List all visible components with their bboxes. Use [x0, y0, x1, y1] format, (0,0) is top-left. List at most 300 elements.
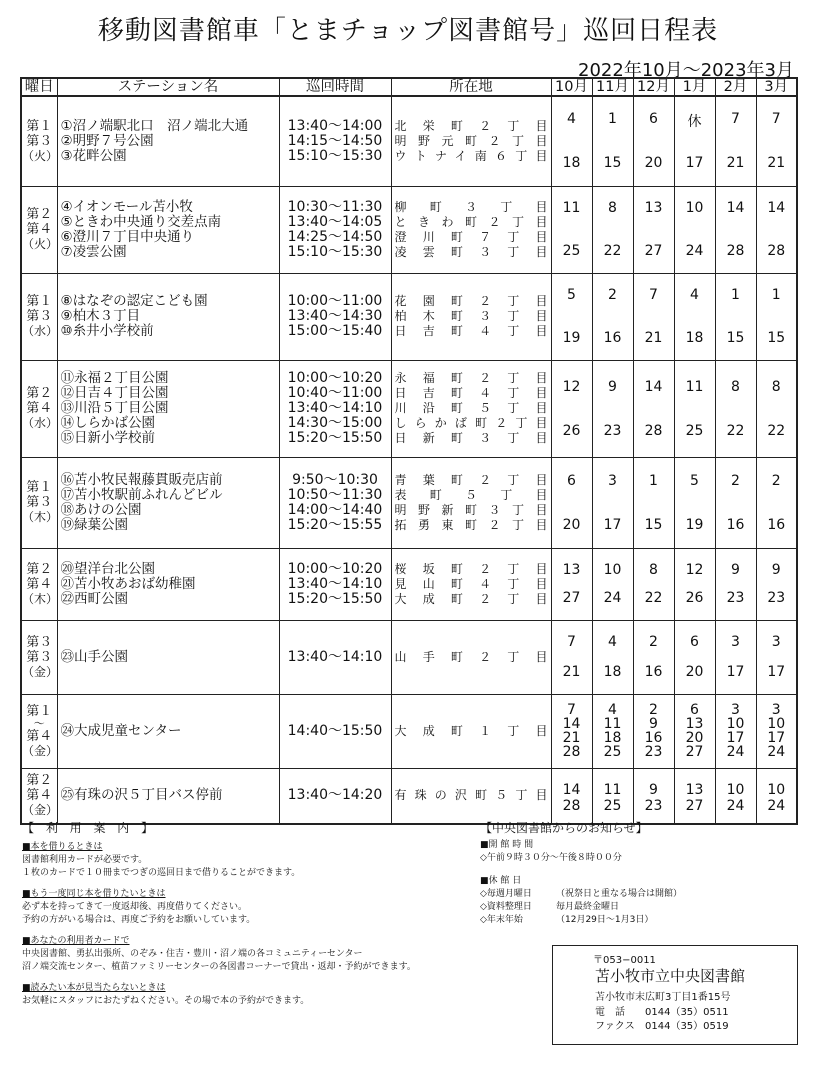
- visit-date: 24: [603, 590, 622, 606]
- schedule-period: 2022年10月～2023年3月: [578, 60, 794, 81]
- station-name: ④イオンモール苫小牧: [60, 198, 193, 215]
- visit-time: 10:00～10:20: [287, 560, 383, 577]
- visit-date: 27: [685, 797, 704, 814]
- visit-date: 17: [767, 664, 786, 680]
- date-cell: [756, 694, 797, 768]
- station-address: 見山町４丁目: [394, 576, 548, 591]
- day-cell: [21, 694, 57, 768]
- visit-date: 19: [562, 330, 581, 346]
- time-cell: [279, 548, 391, 620]
- visit-date: 7: [567, 634, 576, 650]
- visit-date: 5: [690, 472, 699, 489]
- station-name: ⑳望洋台北公園: [60, 560, 155, 577]
- date-cell: [633, 360, 674, 457]
- usage-section-title: ■もう一度同じ本を借りたいときは: [22, 889, 166, 899]
- date-cell: [674, 186, 715, 273]
- date-cell: [551, 620, 592, 694]
- date-cell: [592, 457, 633, 548]
- date-cell: [633, 620, 674, 694]
- visit-date: 20: [644, 155, 663, 172]
- date-cell: [715, 768, 756, 824]
- visit-date: 6: [690, 702, 699, 718]
- date-cell: [715, 620, 756, 694]
- date-cell: [756, 768, 797, 824]
- visit-date: 27: [685, 744, 704, 760]
- station-address: ときわ町２丁目: [394, 214, 548, 229]
- visit-date: 1: [771, 287, 781, 303]
- visit-date: 5: [567, 287, 576, 303]
- schedule-row: [21, 96, 797, 186]
- station-cell: [57, 360, 279, 457]
- visit-date: 7: [649, 287, 658, 303]
- schedule-row: [21, 457, 797, 548]
- date-cell: [756, 96, 797, 186]
- date-cell: [551, 548, 592, 620]
- usage-line: お気軽にスタッフにおたずねください。その場で本の予約ができます。: [22, 996, 310, 1006]
- schedule-row: [21, 694, 797, 768]
- visit-date: 3: [771, 702, 781, 718]
- visit-time: 10:50～11:30: [287, 486, 383, 503]
- station-address: 大成町１丁目: [394, 723, 548, 738]
- station-cell: [57, 273, 279, 360]
- visit-date: 4: [608, 634, 617, 650]
- date-cell: [633, 457, 674, 548]
- visit-time: 15:00～15:40: [287, 323, 383, 339]
- header-month: 2月: [715, 78, 756, 96]
- date-cell: [592, 96, 633, 186]
- usage-line: １枚のカードで１０冊までつぎの巡回日まで借りることができます。: [22, 868, 301, 878]
- header-month: 10月: [551, 78, 592, 96]
- visit-date: 12: [685, 562, 704, 578]
- station-cell: [57, 457, 279, 548]
- visit-date: 17: [726, 664, 745, 680]
- visit-date: 10: [767, 716, 786, 732]
- station-address: 青葉町２丁目: [394, 472, 548, 487]
- visit-time: 14:30～15:00: [287, 415, 383, 431]
- visit-date: 28: [562, 744, 581, 760]
- day-cell: [21, 96, 57, 186]
- station-cell: [57, 186, 279, 273]
- visit-date: 17: [767, 730, 786, 746]
- station-name: ㉒西町公園: [60, 590, 128, 607]
- visit-date: 14: [726, 200, 745, 216]
- visit-time: 15:20～15:50: [287, 590, 383, 607]
- date-cell: [756, 186, 797, 273]
- station-cell: [57, 96, 279, 186]
- date-cell: [756, 360, 797, 457]
- visit-date: 6: [567, 472, 576, 489]
- closed-row: [480, 901, 800, 914]
- station-address: 花園町２丁目: [394, 294, 548, 308]
- day-part: 第３: [26, 495, 53, 510]
- visit-date: 15: [767, 330, 786, 346]
- date-cell: [592, 768, 633, 824]
- station-address: 大成町２丁目: [394, 591, 548, 606]
- station-address: 桜坂町２丁目: [394, 561, 548, 576]
- visit-date: 21: [767, 155, 786, 172]
- station-name: ⑤ときわ中央通り交差点南: [60, 213, 222, 230]
- visit-date: 18: [603, 664, 622, 680]
- station-address: 日新町３丁目: [394, 431, 548, 445]
- visit-date: 11: [685, 378, 704, 395]
- visit-date: 8: [649, 562, 658, 578]
- visit-date: 14: [644, 378, 663, 395]
- visit-date: 21: [726, 155, 745, 172]
- visit-date: 24: [726, 744, 745, 760]
- date-cell: [633, 694, 674, 768]
- usage-section-title: ■あなたの利用者カードで: [22, 936, 130, 946]
- station-address: ウトナイ南６丁目: [394, 148, 548, 163]
- time-cell: [279, 360, 391, 457]
- visit-date: 28: [767, 243, 786, 259]
- station-address: 日吉町４丁目: [394, 324, 548, 338]
- visit-time: 13:40～14:10: [287, 575, 383, 592]
- date-cell: [551, 96, 592, 186]
- day-part: 第２: [26, 207, 53, 222]
- visit-time: 10:40～11:00: [287, 385, 383, 401]
- date-cell: [674, 273, 715, 360]
- station-name: ㉕有珠の沢５丁目バス停前: [60, 787, 223, 804]
- visit-time: 13:40～14:05: [287, 213, 383, 230]
- phone-line: [595, 1006, 729, 1019]
- visit-date: 10: [726, 781, 745, 798]
- time-cell: [279, 186, 391, 273]
- station-name: ⑧はなぞの認定こども園: [60, 293, 208, 309]
- station-address: 拓勇東町２丁目: [394, 517, 548, 532]
- visit-date: 24: [767, 797, 786, 814]
- date-cell: [592, 694, 633, 768]
- date-cell: [674, 768, 715, 824]
- header-month: 11月: [592, 78, 633, 96]
- day-cell: [21, 620, 57, 694]
- date-cell: [633, 768, 674, 824]
- day-part: 第４: [26, 576, 53, 592]
- date-cell: [633, 186, 674, 273]
- visit-date: 23: [644, 797, 663, 814]
- library-notice: [480, 822, 800, 927]
- visit-date: 21: [644, 330, 663, 346]
- station-name: ⑪永福２丁目公園: [60, 370, 169, 386]
- visit-time: 10:00～11:00: [287, 293, 383, 309]
- visit-date: 2: [771, 472, 781, 489]
- visit-date: 6: [690, 634, 699, 650]
- usage-section: [22, 935, 472, 974]
- day-part: （火）: [22, 237, 59, 251]
- visit-date: 1: [649, 472, 658, 489]
- visit-time: 13:40～14:20: [287, 787, 383, 804]
- visit-date: 9: [731, 562, 740, 578]
- visit-date: 6: [649, 111, 658, 128]
- visit-date: 10: [685, 200, 704, 216]
- visit-time: 14:25～14:50: [287, 228, 383, 245]
- visit-date: 23: [726, 590, 745, 606]
- station-name: ③花畔公園: [60, 147, 127, 164]
- fax-line: [595, 1020, 729, 1033]
- visit-date: 18: [685, 330, 704, 346]
- header-address: 所在地: [391, 78, 551, 96]
- visit-date: 25: [685, 422, 704, 439]
- visit-date: 10: [726, 716, 745, 732]
- date-cell: [633, 96, 674, 186]
- visit-date: 15: [603, 155, 622, 172]
- visit-time: 15:20～15:55: [287, 516, 383, 533]
- visit-date: 2: [731, 472, 740, 489]
- time-cell: [279, 694, 391, 768]
- station-address: 日吉町４丁目: [394, 386, 548, 400]
- header-month: 12月: [633, 78, 674, 96]
- day-part: 第３: [26, 634, 53, 650]
- address-cell: [391, 548, 551, 620]
- day-part: （金）: [22, 803, 59, 818]
- address-cell: [391, 694, 551, 768]
- usage-line: 中央図書館、勇払出張所、のぞみ・住吉・豊川・沼ノ端の各コミュニティーセンター: [22, 949, 363, 959]
- header-station: ステーション名: [57, 78, 279, 96]
- schedule-table: [20, 77, 798, 825]
- visit-time: 15:20～15:50: [287, 430, 383, 446]
- usage-guide: [22, 822, 472, 1008]
- visit-date: 18: [603, 730, 622, 746]
- visit-date: 26: [685, 590, 704, 606]
- visit-date: 8: [771, 378, 781, 395]
- visit-date: 16: [767, 516, 786, 533]
- station-cell: [57, 620, 279, 694]
- schedule-row: [21, 273, 797, 360]
- visit-time: 10:00～10:20: [287, 370, 383, 386]
- date-cell: [715, 548, 756, 620]
- address-cell: [391, 620, 551, 694]
- visit-date: 15: [726, 330, 745, 346]
- visit-date: 22: [726, 422, 745, 439]
- closed-row: [480, 914, 800, 927]
- schedule-row: [21, 186, 797, 273]
- usage-section: [22, 888, 472, 927]
- date-cell: [551, 360, 592, 457]
- station-name: ⑨柏木３丁目: [60, 308, 141, 324]
- header-day: 曜日: [21, 78, 57, 96]
- table-header-row: [21, 78, 797, 96]
- station-address: 明野新町３丁目: [394, 502, 548, 517]
- closed-title: ■休 館 日: [480, 876, 522, 886]
- contact-box: [552, 945, 798, 1045]
- phone-label: 電 話: [595, 1007, 625, 1018]
- schedule-row: [21, 360, 797, 457]
- visit-date: 14: [562, 716, 581, 732]
- visit-date: 22: [603, 243, 622, 259]
- station-address: 凌雲町３丁目: [394, 244, 548, 259]
- station-name: ⑲緑葉公園: [60, 516, 128, 533]
- day-part: （火）: [22, 148, 59, 163]
- notice-heading: 【中央図書館からのお知らせ】: [480, 821, 648, 835]
- station-name: ㉑苫小牧あおば幼稚園: [60, 575, 196, 592]
- date-cell: [633, 548, 674, 620]
- date-cell: [674, 96, 715, 186]
- day-cell: [21, 273, 57, 360]
- closed-value: （12月29日～1月3日）: [556, 915, 654, 925]
- usage-line: 図書館利用カードが必要です。: [22, 855, 148, 865]
- day-part: 第４: [26, 401, 53, 416]
- visit-date: 11: [603, 781, 622, 798]
- station-name: ⑰苫小牧駅前ふれんどビル: [60, 486, 223, 503]
- date-cell: [592, 273, 633, 360]
- date-cell: [674, 620, 715, 694]
- visit-date: 22: [767, 422, 786, 439]
- station-address: 澄川町７丁目: [394, 229, 548, 244]
- visit-date: 3: [771, 634, 781, 650]
- hours-text: ◇午前９時３０分～午後８時００分: [480, 853, 622, 863]
- date-cell: [674, 548, 715, 620]
- visit-date: 16: [644, 730, 663, 746]
- visit-date: 休: [687, 114, 702, 131]
- library-address: 苫小牧市末広町3丁目1番15号: [595, 992, 731, 1003]
- visit-date: 24: [767, 744, 786, 760]
- address-cell: [391, 457, 551, 548]
- visit-date: 9: [649, 716, 658, 732]
- visit-date: 7: [567, 702, 576, 718]
- usage-line: 予約の方がいる場合は、再度ご予約をお願いしています。: [22, 915, 256, 925]
- header-month: 3月: [756, 78, 797, 96]
- day-cell: [21, 186, 57, 273]
- visit-date: 12: [562, 378, 581, 395]
- visit-date: 9: [649, 781, 658, 798]
- visit-time: 15:10～15:30: [287, 243, 383, 260]
- date-cell: [674, 457, 715, 548]
- visit-date: 10: [603, 562, 622, 578]
- visit-date: 3: [731, 702, 740, 718]
- day-part: （木）: [22, 510, 59, 524]
- hours-title: ■開 館 時 間: [480, 840, 534, 850]
- visit-date: 14: [767, 200, 786, 216]
- visit-date: 3: [608, 472, 617, 489]
- visit-date: 17: [726, 730, 745, 746]
- day-part: （水）: [22, 416, 59, 430]
- date-cell: [592, 548, 633, 620]
- day-part: （金）: [22, 743, 59, 758]
- date-cell: [715, 96, 756, 186]
- visit-date: 18: [562, 155, 581, 172]
- station-name: ⑩糸井小学校前: [60, 323, 154, 339]
- visit-date: 21: [562, 664, 581, 680]
- station-name: ⑥澄川７丁目中央通り: [60, 228, 195, 245]
- visit-date: 23: [603, 422, 622, 439]
- visit-date: 24: [685, 243, 704, 259]
- page-title: 移動図書館車「とまチョップ図書館号」巡回日程表: [97, 16, 719, 46]
- station-cell: [57, 548, 279, 620]
- date-cell: [715, 694, 756, 768]
- date-cell: [551, 694, 592, 768]
- station-name: ⑬川沿５丁目公園: [60, 400, 169, 416]
- station-name: ⑮日新小学校前: [60, 430, 155, 446]
- header-month: 1月: [674, 78, 715, 96]
- visit-date: 7: [771, 111, 781, 128]
- visit-date: 8: [608, 200, 617, 216]
- closed-label: ◇毎週月曜日: [480, 889, 532, 899]
- visit-date: 20: [562, 516, 581, 533]
- station-name: ㉔大成児童センター: [60, 722, 182, 739]
- date-cell: [715, 186, 756, 273]
- station-name: ⑦凌雲公園: [60, 243, 127, 260]
- visit-date: 1: [731, 287, 740, 303]
- visit-date: 20: [685, 664, 704, 680]
- visit-date: 13: [562, 562, 581, 578]
- postal-code: 〒053−0011: [593, 955, 656, 966]
- station-address: 北栄町２丁目: [394, 118, 548, 133]
- station-address: 明野元町２丁目: [394, 133, 548, 148]
- visit-date: 17: [603, 516, 622, 533]
- address-cell: [391, 360, 551, 457]
- visit-time: 13:40～14:10: [287, 400, 383, 416]
- usage-line: 沼ノ端交流センター、植苗ファミリーセンターの各図書コーナーで貸出・返却・予約ができます。: [22, 962, 416, 972]
- visit-date: 4: [567, 111, 576, 128]
- station-name: ②明野７号公園: [60, 132, 154, 149]
- date-cell: [551, 457, 592, 548]
- visit-date: 23: [644, 744, 663, 760]
- visit-date: 22: [644, 590, 663, 606]
- visit-date: 13: [685, 781, 704, 798]
- day-part: 第３: [26, 309, 53, 324]
- visit-time: 15:10～15:30: [287, 147, 383, 164]
- visit-date: 16: [644, 664, 663, 680]
- fax-number: 0144（35）0519: [645, 1021, 729, 1032]
- date-cell: [715, 360, 756, 457]
- visit-date: 10: [767, 781, 786, 798]
- visit-date: 7: [731, 111, 740, 128]
- day-part: 第４: [26, 222, 53, 237]
- visit-date: 28: [644, 422, 663, 439]
- visit-date: 11: [562, 200, 581, 216]
- date-cell: [592, 360, 633, 457]
- visit-date: 16: [603, 330, 622, 346]
- time-cell: [279, 457, 391, 548]
- day-part: 第１: [26, 294, 53, 309]
- station-name: ⑯苫小牧民報藤貫販売店前: [60, 471, 223, 488]
- visit-date: 27: [644, 243, 663, 259]
- day-cell: [21, 548, 57, 620]
- visit-time: 14:40～15:50: [287, 722, 383, 739]
- time-cell: [279, 96, 391, 186]
- station-address: 柳町３丁目: [394, 199, 548, 214]
- day-part: 第２: [26, 561, 53, 577]
- visit-date: 9: [608, 378, 617, 395]
- visit-date: 25: [562, 243, 581, 259]
- station-name: ⑱あけの公園: [60, 501, 142, 518]
- visit-date: 20: [685, 730, 704, 746]
- station-address: 柏木町３丁目: [394, 309, 548, 323]
- usage-section: [22, 982, 472, 1008]
- visit-date: 2: [649, 634, 658, 650]
- day-part: （木）: [22, 591, 59, 606]
- day-part: 第２: [26, 773, 53, 789]
- date-cell: [715, 273, 756, 360]
- visit-date: 13: [685, 716, 704, 732]
- station-address: 有珠の沢町５丁目: [394, 788, 548, 803]
- day-cell: [21, 457, 57, 548]
- station-cell: [57, 694, 279, 768]
- date-cell: [756, 273, 797, 360]
- station-name: ㉓山手公園: [60, 648, 128, 665]
- day-part: （金）: [22, 664, 59, 679]
- usage-section: [22, 841, 472, 880]
- visit-time: 14:15～14:50: [287, 132, 383, 149]
- day-part: 第４: [26, 728, 53, 744]
- date-cell: [592, 186, 633, 273]
- station-address: 山手町２丁目: [394, 649, 548, 664]
- day-part: 第３: [26, 133, 53, 149]
- closed-row: [480, 888, 800, 901]
- day-part: 第１: [26, 703, 53, 719]
- closed-label: ◇年末年始: [480, 915, 523, 925]
- visit-date: 25: [603, 797, 622, 814]
- visit-time: 13:40～14:30: [287, 308, 383, 324]
